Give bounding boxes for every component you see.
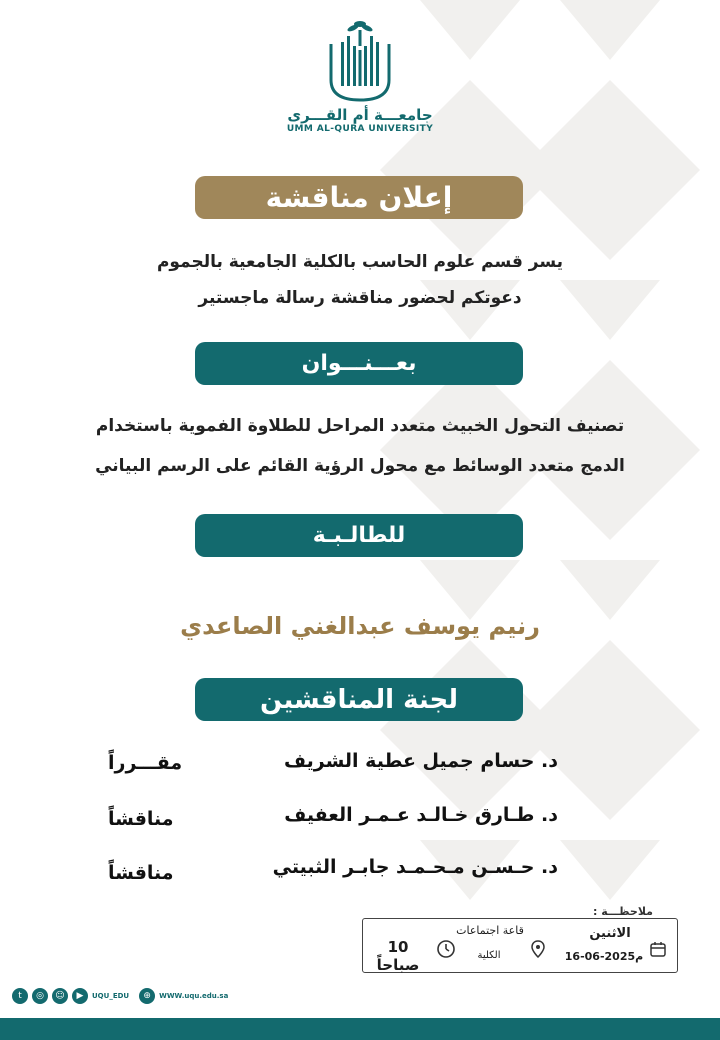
event-place-line-1: قاعة اجتماعات xyxy=(456,924,524,937)
committee-member-1: د. حسام جميل عطية الشريف xyxy=(284,750,558,772)
committee-role-1: مقـــرراً xyxy=(108,752,183,774)
thesis-title-line-1: تصنيف التحول الخبيث متعدد المراحل للطلاوة الفموية باستخدام xyxy=(95,416,625,436)
logo-name-english: UMM AL-QURA UNIVERSITY xyxy=(286,124,434,134)
snapchat-icon[interactable]: ☺ xyxy=(52,988,68,1004)
event-place-line-2: الكلية xyxy=(477,950,501,961)
calendar-icon xyxy=(650,941,666,957)
location-pin-icon xyxy=(530,940,546,958)
palm-emblem-icon xyxy=(325,14,395,104)
committee-member-3: د. حـسـن مـحـمـد جابـر الثبيتي xyxy=(272,856,558,878)
event-date: 16-06-2025م xyxy=(564,950,644,963)
invitation-line-1: يسر قسم علوم الحاسب بالكلية الجامعية بالجموم xyxy=(156,252,564,272)
clock-icon xyxy=(436,939,456,959)
thesis-title-line-2: الدمج متعدد الوسائط مع محول الرؤية القائم على الرسم البياني xyxy=(95,456,625,476)
social-handle: UQU_EDU xyxy=(92,992,130,1000)
student-name: رنيم يوسف عبدالغني الصاعدي xyxy=(180,612,540,640)
note-label: ملاحظـــة : xyxy=(590,905,656,918)
website-link[interactable]: WWW.uqu.edu.sa xyxy=(159,992,229,1000)
event-time: 10 صباحاً xyxy=(376,938,420,974)
announcement-title: إعلان مناقشة xyxy=(195,176,523,219)
event-day: الاثنين xyxy=(589,926,631,941)
footer-bar xyxy=(0,1018,720,1040)
committee-member-2: د. طـارق خـالـد عـمـر العفيف xyxy=(284,804,558,826)
committee-role-2: مناقشاً xyxy=(108,808,174,830)
youtube-icon[interactable]: ▶ xyxy=(72,988,88,1004)
instagram-icon[interactable]: ◎ xyxy=(32,988,48,1004)
title-header: بعـــنـــوان xyxy=(195,342,523,385)
student-header: للطالـبـة xyxy=(195,514,523,557)
committee-role-3: مناقشاً xyxy=(108,862,174,884)
university-logo xyxy=(282,14,438,154)
invitation-line-2: دعوتكم لحضور مناقشة رسالة ماجستير xyxy=(198,288,522,308)
twitter-icon[interactable]: t xyxy=(12,988,28,1004)
globe-icon: ⊕ xyxy=(139,988,155,1004)
logo-name-arabic: جامعـــة أم القـــرى xyxy=(287,106,433,124)
social-links xyxy=(12,987,228,1005)
committee-header: لجنة المناقشين xyxy=(195,678,523,721)
